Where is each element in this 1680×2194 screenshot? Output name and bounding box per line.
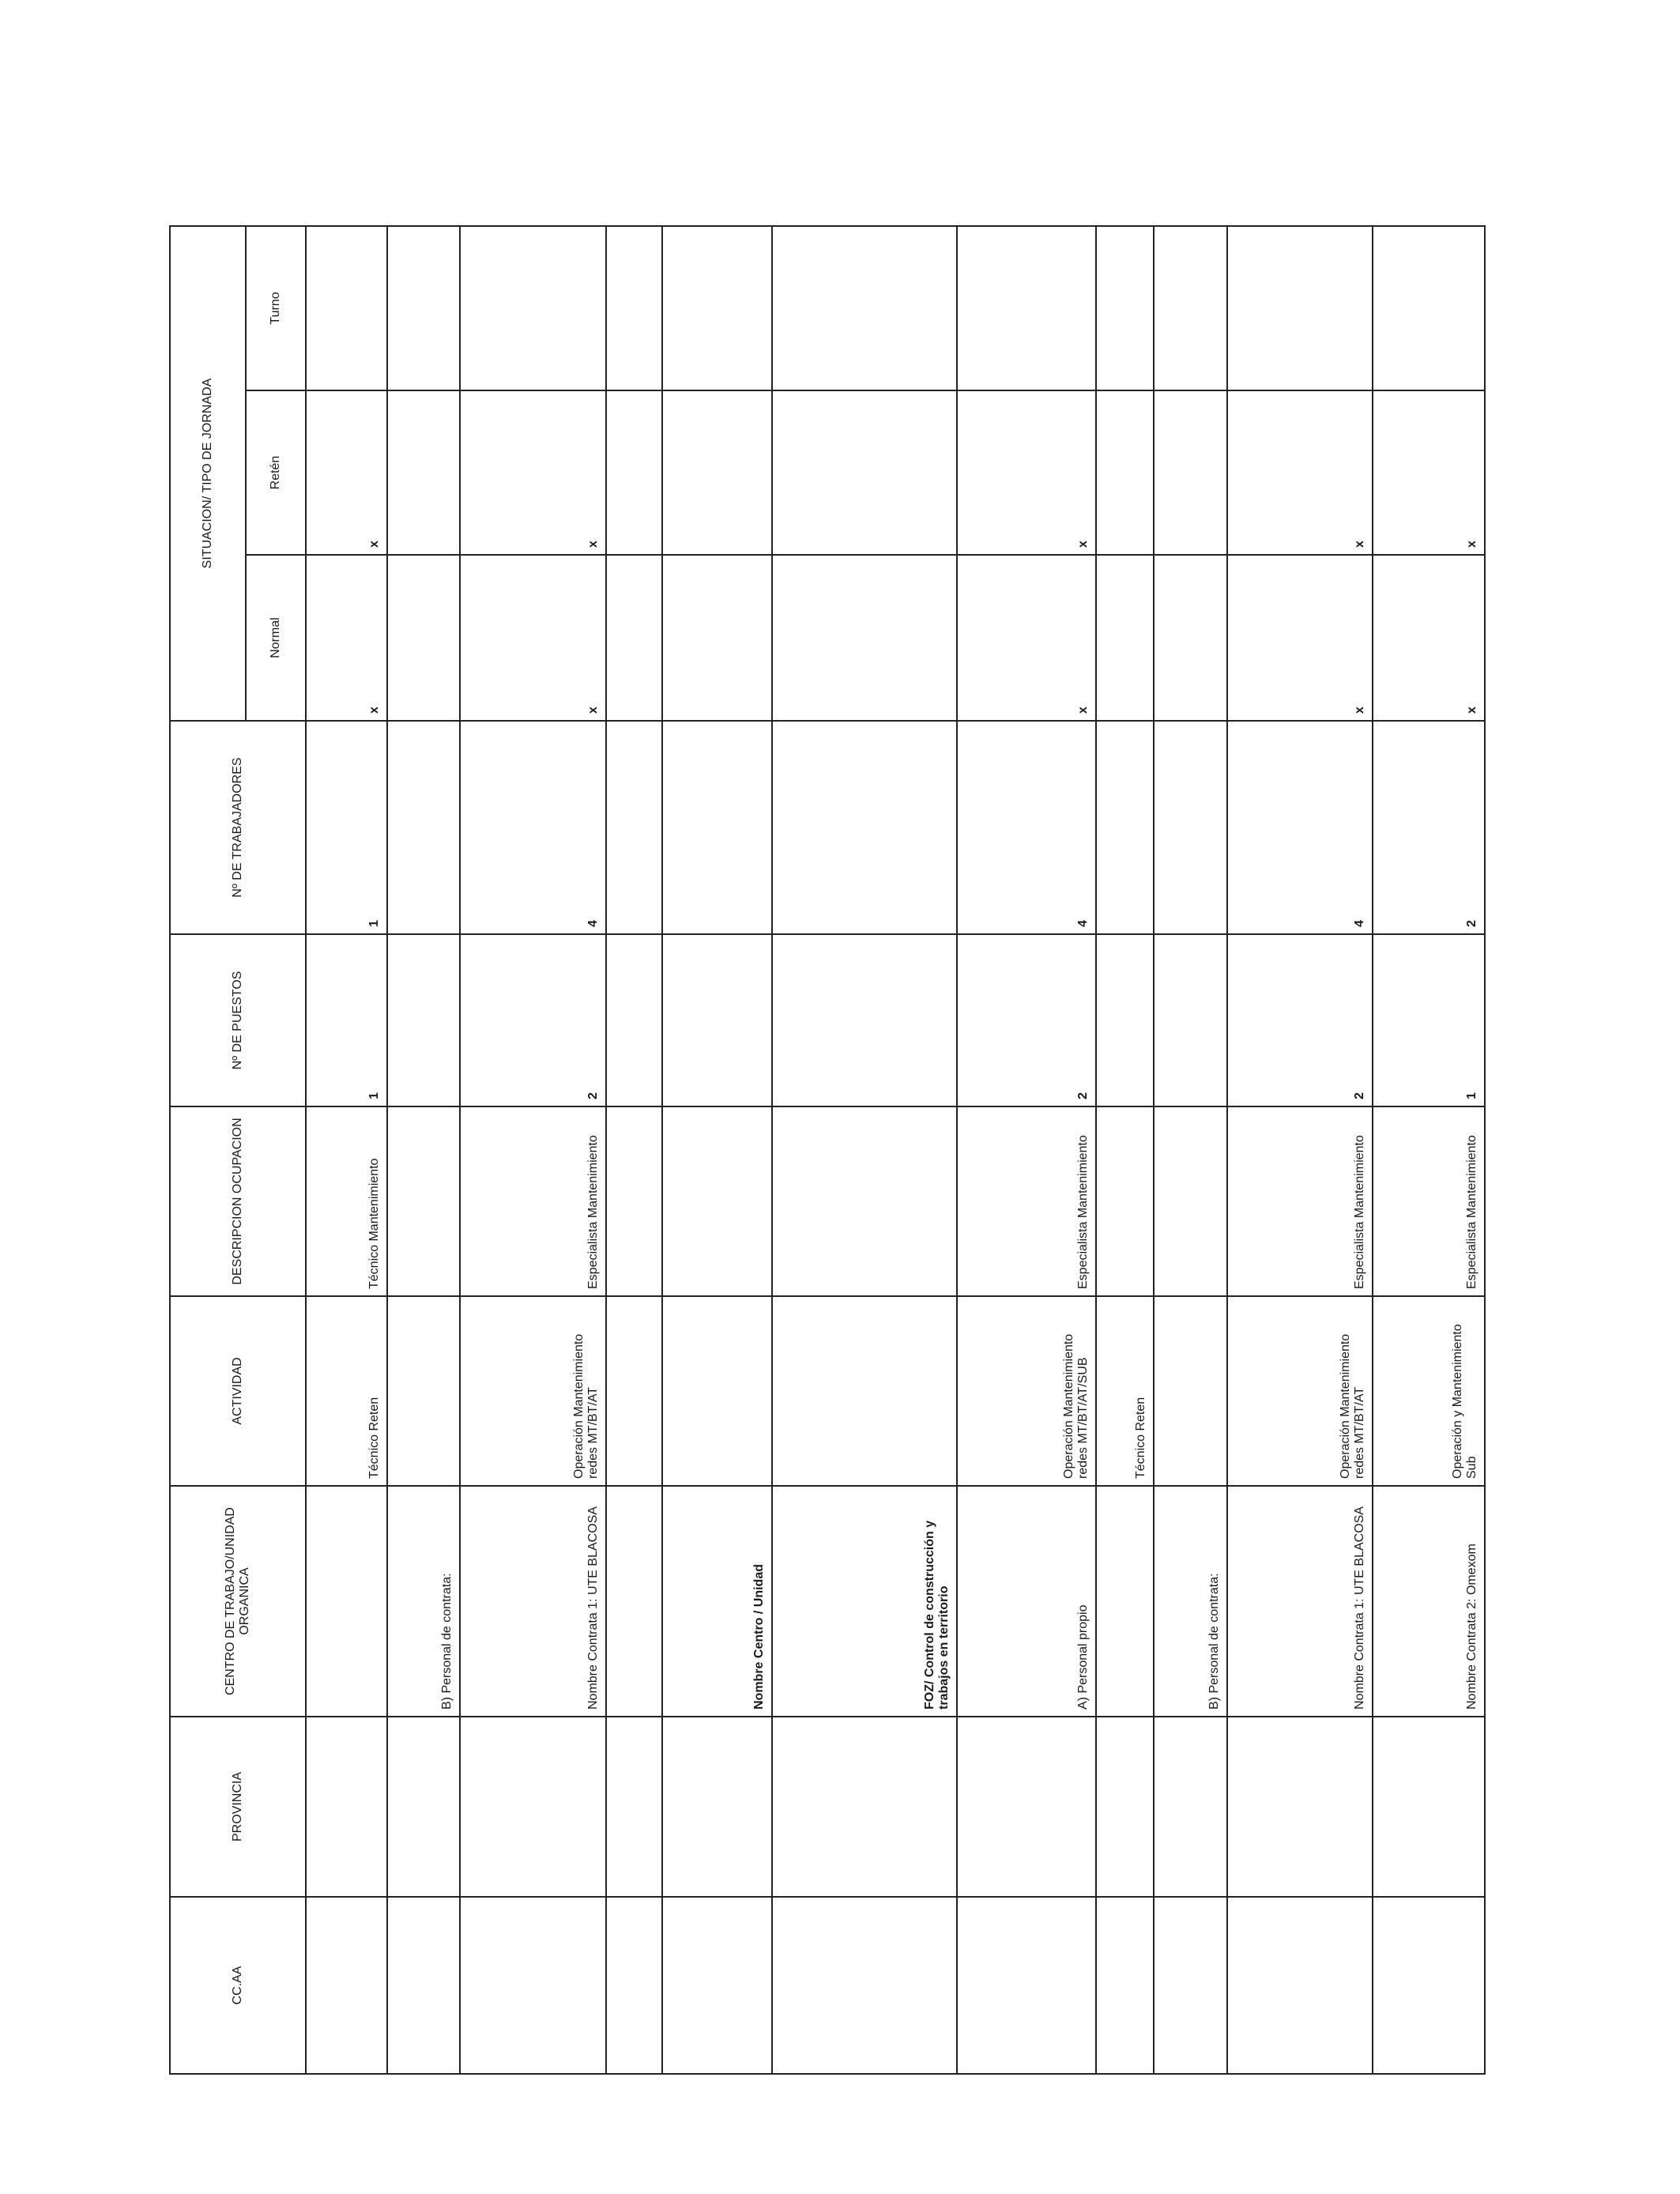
cell-descripcion: Especialista Mantenimiento — [957, 1106, 1096, 1296]
cell-centro — [1096, 1486, 1154, 1717]
cell-actividad: Operación Mantenimiento redes MT/BT/AT — [1227, 1296, 1373, 1486]
header-reten: Retén — [246, 390, 306, 555]
cell-centro: Nombre Centro / Unidad — [662, 1486, 773, 1717]
header-provincia: PROVINCIA — [170, 1717, 306, 1897]
cell-actividad — [1154, 1296, 1226, 1486]
cell-descripcion — [1154, 1106, 1226, 1296]
cell-descripcion: Especialista Mantenimiento — [1373, 1106, 1485, 1296]
cell-normal — [1154, 555, 1226, 721]
cell-trabajadores — [387, 721, 460, 934]
cell-turno — [662, 226, 773, 390]
cell-descripcion — [772, 1106, 957, 1296]
table-row — [387, 226, 460, 2074]
table-row — [772, 226, 957, 2074]
header-descripcion: DESCRIPCION OCUPACION — [170, 1106, 306, 1296]
cell-ccaa — [387, 1897, 460, 2074]
cell-turno — [460, 226, 606, 390]
cell-descripcion: Especialista Mantenimiento — [1227, 1106, 1373, 1296]
cell-puestos — [772, 934, 957, 1106]
cell-actividad — [387, 1296, 460, 1486]
cell-provincia — [387, 1717, 460, 1897]
cell-normal: x — [957, 555, 1096, 721]
cell-normal: x — [460, 555, 606, 721]
cell-actividad — [662, 1296, 773, 1486]
cell-trabajadores: 2 — [1373, 721, 1485, 934]
cell-trabajadores — [1096, 721, 1154, 934]
rotated-sheet — [169, 227, 1486, 2075]
cell-trabajadores: 4 — [957, 721, 1096, 934]
cell-puestos — [1154, 934, 1226, 1106]
cell-puestos: 1 — [306, 934, 387, 1106]
cell-actividad: Técnico Reten — [1096, 1296, 1154, 1486]
cell-descripcion — [1096, 1106, 1154, 1296]
cell-actividad: Operación y Mantenimiento Sub — [1373, 1296, 1485, 1486]
cell-puestos — [1096, 934, 1154, 1106]
cell-centro — [306, 1486, 387, 1717]
cell-turno — [1373, 226, 1485, 390]
cell-actividad: Operación Mantenimiento redes MT/BT/AT — [460, 1296, 606, 1486]
cell-turno — [1096, 226, 1154, 390]
cell-trabajadores — [1154, 721, 1226, 934]
table-row — [1373, 226, 1485, 2074]
cell-actividad — [606, 1296, 662, 1486]
cell-normal — [662, 555, 773, 721]
cell-trabajadores: 1 — [306, 721, 387, 934]
cell-provincia — [957, 1717, 1096, 1897]
cell-trabajadores — [606, 721, 662, 934]
cell-puestos — [606, 934, 662, 1106]
cell-actividad: Técnico Reten — [306, 1296, 387, 1486]
cell-trabajadores — [662, 721, 773, 934]
cell-ccaa — [1096, 1897, 1154, 2074]
cell-reten: x — [957, 390, 1096, 555]
cell-centro: B) Personal de contrata: — [1154, 1486, 1226, 1717]
header-trabajadores: Nº DE TRABAJADORES — [170, 721, 306, 934]
cell-turno — [772, 226, 957, 390]
header-centro: CENTRO DE TRABAJO/UNIDAD ORGANICA — [170, 1486, 306, 1717]
table-row — [1227, 226, 1373, 2074]
cell-descripcion: Especialista Mantenimiento — [460, 1106, 606, 1296]
cell-centro: Nombre Contrata 1: UTE BLACOSA — [1227, 1486, 1373, 1717]
cell-centro: A) Personal propio — [957, 1486, 1096, 1717]
cell-ccaa — [957, 1897, 1096, 2074]
cell-reten: x — [1373, 390, 1485, 555]
cell-descripcion: Técnico Mantenimiento — [306, 1106, 387, 1296]
cell-reten: x — [1227, 390, 1373, 555]
table-row — [606, 226, 662, 2074]
cell-reten: x — [306, 390, 387, 555]
cell-ccaa — [662, 1897, 773, 2074]
cell-ccaa — [1227, 1897, 1373, 2074]
cell-provincia — [1096, 1717, 1154, 1897]
cell-provincia — [1154, 1717, 1226, 1897]
cell-normal: x — [1227, 555, 1373, 721]
cell-centro: Nombre Contrata 1: UTE BLACOSA — [460, 1486, 606, 1717]
cell-provincia — [460, 1717, 606, 1897]
cell-ccaa — [606, 1897, 662, 2074]
table-row — [1154, 226, 1226, 2074]
cell-provincia — [662, 1717, 773, 1897]
header-puestos: Nº DE PUESTOS — [170, 934, 306, 1106]
cell-reten — [387, 390, 460, 555]
table-row — [460, 226, 606, 2074]
cell-ccaa — [772, 1897, 957, 2074]
cell-reten — [606, 390, 662, 555]
cell-turno — [1154, 226, 1226, 390]
header-turno: Turno — [246, 226, 306, 390]
cell-puestos: 2 — [1227, 934, 1373, 1106]
cell-descripcion — [606, 1106, 662, 1296]
cell-reten — [662, 390, 773, 555]
cell-provincia — [306, 1717, 387, 1897]
cell-normal — [772, 555, 957, 721]
cell-puestos — [387, 934, 460, 1106]
table-row — [662, 226, 773, 2074]
table-row — [1096, 226, 1154, 2074]
cell-provincia — [606, 1717, 662, 1897]
cell-turno — [957, 226, 1096, 390]
cell-reten — [1096, 390, 1154, 555]
cell-reten — [1154, 390, 1226, 555]
cell-centro: FOZ/ Control de construcción y trabajos en territorio — [772, 1486, 957, 1717]
table-row — [306, 226, 387, 2074]
cell-normal — [606, 555, 662, 721]
staffing-table — [169, 225, 1486, 2075]
cell-turno — [306, 226, 387, 390]
cell-actividad: Operación Mantenimiento redes MT/BT/AT/SUB — [957, 1296, 1096, 1486]
cell-centro: Nombre Contrata 2: Omexom — [1373, 1486, 1485, 1717]
cell-trabajadores: 4 — [1227, 721, 1373, 934]
cell-normal — [387, 555, 460, 721]
table-body — [306, 226, 1485, 2074]
cell-ccaa — [1373, 1897, 1485, 2074]
cell-descripcion — [387, 1106, 460, 1296]
cell-normal: x — [306, 555, 387, 721]
cell-centro: B) Personal de contrata: — [387, 1486, 460, 1717]
cell-ccaa — [1154, 1897, 1226, 2074]
cell-actividad — [772, 1296, 957, 1486]
cell-turno — [1227, 226, 1373, 390]
cell-normal: x — [1373, 555, 1485, 721]
cell-descripcion — [662, 1106, 773, 1296]
cell-puestos: 2 — [460, 934, 606, 1106]
cell-centro — [606, 1486, 662, 1717]
cell-reten — [772, 390, 957, 555]
header-actividad: ACTIVIDAD — [170, 1296, 306, 1486]
cell-ccaa — [460, 1897, 606, 2074]
cell-provincia — [1373, 1717, 1485, 1897]
table-row — [957, 226, 1096, 2074]
header-situacion: SITUACION/ TIPO DE JORNADA — [170, 226, 246, 721]
cell-turno — [606, 226, 662, 390]
cell-provincia — [772, 1717, 957, 1897]
cell-puestos — [662, 934, 773, 1106]
cell-normal — [1096, 555, 1154, 721]
cell-ccaa — [306, 1897, 387, 2074]
cell-puestos: 1 — [1373, 934, 1485, 1106]
header-normal: Normal — [246, 555, 306, 721]
cell-provincia — [1227, 1717, 1373, 1897]
cell-trabajadores: 4 — [460, 721, 606, 934]
cell-trabajadores — [772, 721, 957, 934]
cell-turno — [387, 226, 460, 390]
header-ccaa: CC.AA — [170, 1897, 306, 2074]
cell-puestos: 2 — [957, 934, 1096, 1106]
cell-reten: x — [460, 390, 606, 555]
